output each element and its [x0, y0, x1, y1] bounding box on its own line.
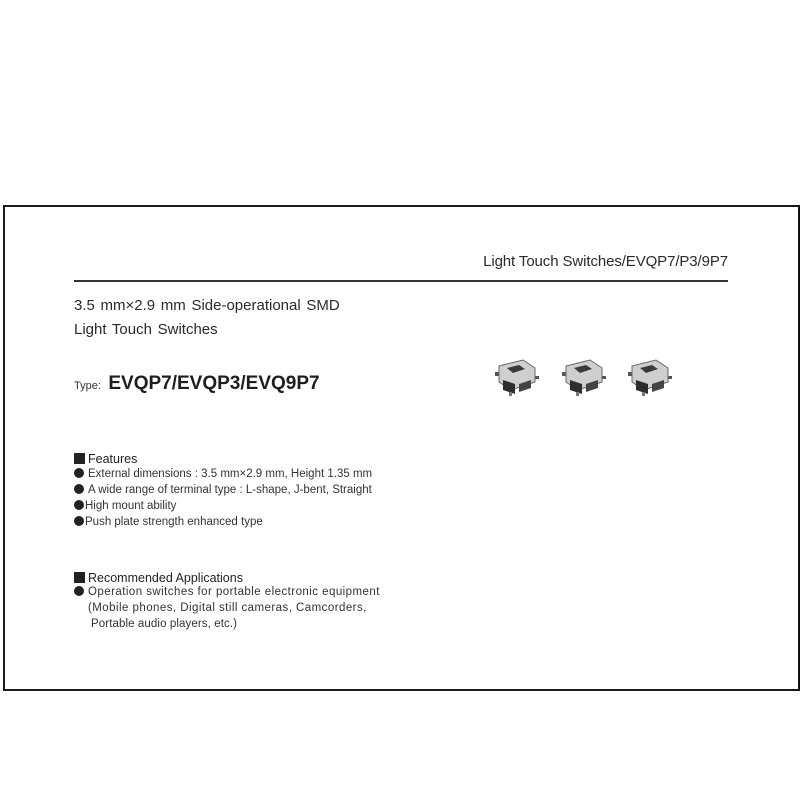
product-title-line1: 3.5 mm×2.9 mm Side-operational SMD — [74, 297, 340, 314]
feature-item — [74, 484, 372, 496]
application-detail-line1: (Mobile phones, Digital still cameras, Camcorders, — [88, 602, 367, 614]
applications-heading-text: Recommended Applications — [88, 571, 243, 585]
type-line — [74, 373, 320, 395]
feature-item — [74, 468, 372, 480]
type-label: Type: — [74, 380, 101, 392]
feature-text: External dimensions : 3.5 mm×2.9 mm, Height 1.35 mm — [88, 468, 373, 480]
application-item — [74, 586, 380, 598]
feature-text: A wide range of terminal type : L-shape, J-bent, Straight — [88, 484, 372, 496]
application-detail-line2: Portable audio players, etc.) — [91, 618, 238, 630]
features-heading-text: Features — [88, 452, 138, 466]
applications-heading — [74, 571, 243, 585]
square-bullet-icon — [74, 572, 85, 583]
application-text: Operation switches for portable electronic equipment — [88, 586, 380, 598]
features-heading — [74, 452, 137, 466]
feature-item — [74, 516, 263, 528]
header-rule — [74, 280, 728, 282]
switch-photo-2 — [560, 358, 608, 398]
bullet-icon — [74, 516, 84, 526]
series-title: Light Touch Switches/EVQP7/P3/9P7 — [483, 253, 728, 270]
square-bullet-icon — [74, 453, 85, 464]
feature-text: Push plate strength enhanced type — [85, 516, 263, 528]
feature-item — [74, 500, 176, 512]
bullet-icon — [74, 484, 84, 494]
bullet-icon — [74, 468, 84, 478]
bullet-icon — [74, 500, 84, 510]
switch-photo-1 — [493, 358, 541, 398]
bullet-icon — [74, 586, 84, 596]
switch-photo-3 — [626, 358, 674, 398]
type-value: EVQP7/EVQP3/EVQ9P7 — [108, 373, 320, 394]
feature-text: High mount ability — [85, 500, 177, 512]
product-title-line2: Light Touch Switches — [74, 321, 218, 338]
